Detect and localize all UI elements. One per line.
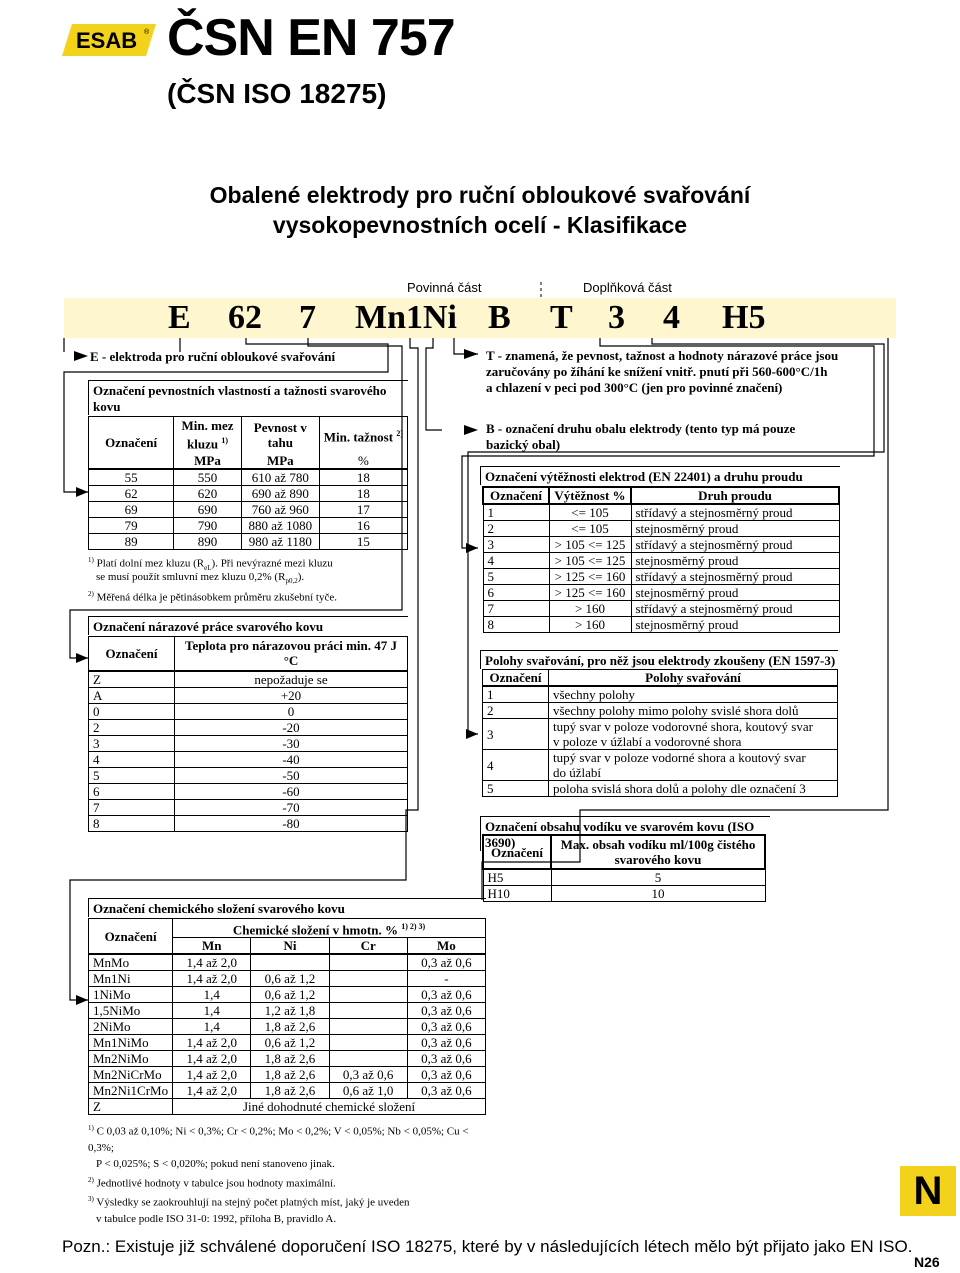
- t-note: [486, 348, 838, 396]
- table-row: [483, 686, 838, 703]
- col-oznaceni: Označení: [89, 919, 173, 955]
- chem-footnote-1: [88, 1120, 488, 1156]
- table-cell: 1,2 až 1,8: [251, 1003, 329, 1019]
- table-cell: 0,6 až 1,2: [251, 1035, 329, 1051]
- table-cell: [329, 1051, 407, 1067]
- strength-table: [88, 416, 408, 550]
- table-cell: 0,3 až 0,6: [407, 1003, 485, 1019]
- table-cell: 5: [483, 569, 549, 585]
- table-cell: střídavý a stejnosměrný proud: [631, 601, 839, 617]
- strength-heading-line2: kovu: [93, 399, 121, 414]
- table-cell: 2: [483, 521, 549, 537]
- code-part-coating: B: [488, 299, 511, 336]
- impact-table-header: [89, 637, 408, 671]
- table-cell: 0,3 až 0,6: [407, 1051, 485, 1067]
- table-cell: 1,4 až 2,0: [173, 1035, 251, 1051]
- section-letter-badge: N: [900, 1166, 956, 1216]
- table-cell: 1,8 až 2,6: [251, 1051, 329, 1067]
- table-cell: 8: [89, 815, 175, 831]
- table-cell: 760 až 960: [241, 501, 319, 517]
- footnote-text: ).: [297, 571, 305, 583]
- cell-line: všechny polohy mimo polohy svislé shora dolů: [553, 703, 799, 718]
- table-row: [89, 987, 486, 1003]
- footnote-mark: 2): [88, 590, 94, 598]
- table-cell: 5: [483, 781, 549, 797]
- table-row: [89, 533, 408, 549]
- table-row: [89, 751, 408, 767]
- table-cell: Z: [89, 671, 175, 688]
- col-elongation: [319, 417, 407, 453]
- hydrogen-heading: Označení obsahu vodíku ve svarovém kovu (ISO 3690): [480, 816, 770, 851]
- table-cell: H5: [483, 869, 551, 886]
- page-number: N26: [914, 1254, 940, 1270]
- table-row: [89, 735, 408, 751]
- table-cell: Mn1NiMo: [89, 1035, 173, 1051]
- col-yield-strength-sup: 1): [221, 436, 229, 446]
- impact-table: [88, 636, 408, 832]
- table-cell: 0,3 až 0,6: [407, 1083, 485, 1099]
- footnote-text: ). Při nevýrazné mezi kluzu: [211, 557, 333, 570]
- table-row: [89, 783, 408, 799]
- table-cell: [549, 719, 838, 750]
- table-cell: 0,3 až 0,6: [407, 987, 485, 1003]
- col-oznaceni: Označení: [89, 417, 174, 469]
- col-yield-strength-text: kluzu: [187, 436, 219, 452]
- code-part-strength: 62: [228, 299, 262, 336]
- table-row: [89, 1067, 486, 1083]
- col-yield-strength-line2: [178, 433, 237, 451]
- table-cell: -30: [175, 735, 408, 751]
- table-cell: [251, 954, 329, 971]
- unit-percent: %: [319, 453, 407, 469]
- col-tensile-strength: [241, 417, 319, 453]
- table-row: [89, 1083, 486, 1099]
- table-cell: 16: [319, 517, 407, 533]
- table-cell: 0,3 až 0,6: [407, 1035, 485, 1051]
- positions-heading: Polohy svařování, pro něž jsou elektrody zkoušeny (EN 1597-3): [480, 650, 838, 669]
- table-cell: 4: [483, 750, 549, 781]
- unit-mpa-1: MPa: [174, 453, 242, 469]
- col-max-hydrogen-line1: Max. obsah vodíku ml/100g čistého: [560, 837, 756, 852]
- table-cell: A: [89, 687, 175, 703]
- yield-table-header: [483, 487, 839, 504]
- col-group-sup: 1) 2) 3): [401, 922, 426, 931]
- code-part-chemistry: Mn1Ni: [355, 299, 457, 336]
- esab-logo: [62, 20, 158, 60]
- table-cell: > 105 <= 125: [549, 553, 631, 569]
- table-cell: MnMo: [89, 954, 173, 971]
- table-row: [483, 869, 765, 886]
- impact-heading: Označení nárazové práce svarového kovu: [88, 616, 408, 635]
- table-cell: 89: [89, 533, 174, 549]
- chem-footnote-3: [88, 1191, 488, 1211]
- table-cell: 1: [483, 504, 549, 521]
- positions-table: [482, 669, 838, 797]
- footnote-mark: 1): [88, 1124, 94, 1132]
- cell-line: tupý svar v poloze vodorovné shora, koutový svar: [553, 719, 813, 734]
- positions-table-body: [483, 686, 838, 797]
- col-oznaceni: Označení: [483, 487, 549, 504]
- code-part-position: 4: [663, 299, 680, 336]
- table-cell: 17: [319, 501, 407, 517]
- footnote-mark: 2): [88, 1175, 94, 1184]
- table-cell: nepožaduje se: [175, 671, 408, 688]
- table-cell: [329, 954, 407, 971]
- cell-line: v poloze v úžlabí a vodorovné shora: [553, 734, 742, 749]
- table-cell: H10: [483, 886, 551, 902]
- table-cell: 0,6 až 1,0: [329, 1083, 407, 1099]
- code-part-e: E: [168, 299, 191, 336]
- page-subtitle: (ČSN ISO 18275): [167, 78, 387, 109]
- chem-footnote-3b: v tabulce podle ISO 31-0: 1992, příloha B, pravidlo A.: [96, 1212, 337, 1225]
- strength-heading: [88, 380, 408, 415]
- table-row: [89, 799, 408, 815]
- table-cell: 5: [551, 869, 765, 886]
- table-cell: 1,4 až 2,0: [173, 954, 251, 971]
- table-cell: střídavý a stejnosměrný proud: [631, 569, 839, 585]
- hydrogen-table-body: [483, 869, 765, 902]
- hydrogen-table-header: [483, 835, 765, 869]
- table-cell: 8: [483, 617, 549, 633]
- strength-table-body: [89, 469, 408, 550]
- table-cell: střídavý a stejnosměrný proud: [631, 504, 839, 521]
- table-cell: 620: [174, 485, 242, 501]
- table-cell: 1,4: [173, 1019, 251, 1035]
- table-cell: 10: [551, 886, 765, 902]
- table-cell: 880 až 1080: [241, 517, 319, 533]
- table-cell: 5: [89, 767, 175, 783]
- table-cell: 0,3 až 0,6: [407, 1019, 485, 1035]
- table-cell: 610 až 780: [241, 469, 319, 486]
- table-cell: 1,8 až 2,6: [251, 1067, 329, 1083]
- table-row: [89, 517, 408, 533]
- col-oznaceni: Označení: [483, 835, 551, 869]
- table-cell: 0: [175, 703, 408, 719]
- table-row: [89, 469, 408, 486]
- col-yield-strength-line1: Min. mez: [181, 418, 234, 434]
- table-cell: 3: [89, 735, 175, 751]
- table-cell: <= 105: [549, 521, 631, 537]
- table-cell: 6: [483, 585, 549, 601]
- table-cell: 69: [89, 501, 174, 517]
- table-cell: stejnosměrný proud: [631, 617, 839, 633]
- table-cell: 0,3 až 0,6: [329, 1067, 407, 1083]
- table-cell: 790: [174, 517, 242, 533]
- chem-footnotes: [88, 1120, 488, 1227]
- table-cell: 1,4: [173, 987, 251, 1003]
- table-cell: -70: [175, 799, 408, 815]
- table-cell: [549, 781, 838, 797]
- table-cell: 2NiMo: [89, 1019, 173, 1035]
- yield-table: [482, 486, 840, 633]
- table-cell: > 160: [549, 601, 631, 617]
- table-row: [483, 537, 839, 553]
- table-cell: -50: [175, 767, 408, 783]
- table-cell: 0,3 až 0,6: [407, 1067, 485, 1083]
- table-cell: > 125 <= 160: [549, 585, 631, 601]
- document-title-line1: Obalené elektrody pro ruční obloukové svařování: [209, 182, 751, 208]
- document-title-line2: vysokopevnostních ocelí - Klasifikace: [272, 212, 688, 238]
- table-cell: 0: [89, 703, 175, 719]
- col-tensile-line1: Pevnost v: [253, 419, 307, 435]
- cell: Jiné dohodnuté chemické složení: [173, 1099, 486, 1115]
- chem-table: [88, 918, 486, 1115]
- table-cell: 0,6 až 1,2: [251, 987, 329, 1003]
- table-row: [89, 671, 408, 688]
- cell-line: poloha svislá shora dolů a polohy dle označení 3: [553, 781, 806, 796]
- table-cell: 18: [319, 485, 407, 501]
- optional-part-label: Doplňková část: [583, 280, 672, 295]
- table-cell: 3: [483, 719, 549, 750]
- table-row: [483, 569, 839, 585]
- table-cell: 1,8 až 2,6: [251, 1019, 329, 1035]
- table-cell: 7: [89, 799, 175, 815]
- col-current: Druh proudu: [631, 487, 839, 504]
- chem-table-body: [89, 954, 486, 1099]
- yield-table-body: [483, 504, 839, 633]
- cell: Z: [89, 1099, 173, 1115]
- col-cr: Cr: [329, 938, 407, 955]
- table-cell: 690 až 890: [241, 485, 319, 501]
- col-oznaceni: Označení: [89, 637, 175, 671]
- table-row: [483, 781, 838, 797]
- unit-mpa-2: MPa: [241, 453, 319, 469]
- table-row: [89, 1003, 486, 1019]
- table-cell: > 160: [549, 617, 631, 633]
- footnote-mark: 1): [88, 556, 94, 564]
- yield-heading: Označení výtěžnosti elektrod (EN 22401) a druhu proudu: [480, 466, 840, 485]
- table-cell: -: [407, 971, 485, 987]
- table-cell: <= 105: [549, 504, 631, 521]
- table-cell: 890: [174, 533, 242, 549]
- positions-table-header: [483, 670, 838, 687]
- table-row: [89, 971, 486, 987]
- t-note-line3: a chlazení v peci pod 300°C (jen pro povinné značení): [486, 380, 783, 395]
- table-cell: 1,4 až 2,0: [173, 971, 251, 987]
- col-yield: Výtěžnost %: [549, 487, 631, 504]
- table-row: [89, 501, 408, 517]
- code-part-treatment: T: [550, 299, 573, 336]
- col-positions: Polohy svařování: [549, 670, 838, 687]
- table-cell: [329, 1035, 407, 1051]
- table-row: [89, 815, 408, 831]
- impact-table-body: [89, 671, 408, 832]
- electrode-note: E - elektroda pro ruční obloukové svařování: [90, 349, 336, 364]
- table-cell: 6: [89, 783, 175, 799]
- table-row: [89, 485, 408, 501]
- table-cell: [329, 971, 407, 987]
- table-row: [89, 767, 408, 783]
- table-row: [89, 1051, 486, 1067]
- b-note: [486, 421, 795, 453]
- col-max-hydrogen-line2: svarového kovu: [614, 852, 702, 867]
- table-cell: Mn1Ni: [89, 971, 173, 987]
- table-cell: 18: [319, 469, 407, 486]
- t-note-line2: zaručovány po žíhání ke snížení vnitř. pnutí při 560-600°C/1h: [486, 364, 828, 379]
- col-mo: Mo: [407, 938, 485, 955]
- b-note-line2: bazický obal): [486, 437, 561, 452]
- footnote-text: Měřená délka je pětinásobkem průměru zkušební tyče.: [96, 591, 337, 604]
- table-row: [483, 617, 839, 633]
- table-cell: 55: [89, 469, 174, 486]
- table-cell: 1,4: [173, 1003, 251, 1019]
- col-oznaceni: Označení: [483, 670, 549, 687]
- table-row: [89, 1019, 486, 1035]
- table-cell: 1,5NiMo: [89, 1003, 173, 1019]
- table-cell: -80: [175, 815, 408, 831]
- col-temperature-line2: °C: [283, 653, 299, 669]
- table-cell: 15: [319, 533, 407, 549]
- footnote-mark: 3): [88, 1195, 94, 1204]
- table-cell: 3: [483, 537, 549, 553]
- table-cell: Mn2Ni1CrMo: [89, 1083, 173, 1099]
- table-cell: 62: [89, 485, 174, 501]
- table-cell: 2: [483, 703, 549, 719]
- table-row: [89, 687, 408, 703]
- table-cell: Mn2NiMo: [89, 1051, 173, 1067]
- cell-line: všechny polohy: [553, 687, 635, 702]
- footnote-text: Výsledky se zaokrouhlují na stejný počet platných míst, jaký je uveden: [96, 1196, 410, 1209]
- strength-heading-line1: Označení pevnostních vlastností a tažnosti svarového: [93, 383, 387, 398]
- table-row: [89, 703, 408, 719]
- code-part-impact: 7: [299, 299, 316, 336]
- table-cell: 1,8 až 2,6: [251, 1083, 329, 1099]
- chem-table-header: [89, 919, 486, 938]
- table-cell: střídavý a stejnosměrný proud: [631, 537, 839, 553]
- table-cell: 79: [89, 517, 174, 533]
- table-row: [483, 553, 839, 569]
- t-note-line1: T - znamená, že pevnost, tažnost a hodnoty nárazové práce jsou: [486, 348, 839, 363]
- table-cell: > 105 <= 125: [549, 537, 631, 553]
- table-cell: +20: [175, 687, 408, 703]
- col-temperature-line1: Teplota pro nárazovou práci min. 47 J: [185, 638, 397, 654]
- table-cell: stejnosměrný proud: [631, 585, 839, 601]
- table-row: [483, 504, 839, 521]
- hydrogen-table: [482, 834, 766, 902]
- b-note-line1: B - označení druhu obalu elektrody (tento typ má pouze: [486, 421, 796, 436]
- table-cell: 7: [483, 601, 549, 617]
- table-cell: 1NiMo: [89, 987, 173, 1003]
- cell-line: tupý svar v poloze vodorné shora a koutový svar: [553, 750, 806, 765]
- footnote-text: se musí použít smluvní mez kluzu 0,2% (R: [96, 571, 286, 583]
- col-mn: Mn: [173, 938, 251, 955]
- cell-line: do úžlabí: [553, 765, 602, 780]
- document-title: [0, 180, 960, 240]
- chem-heading: Označení chemického složení svarového kovu: [88, 898, 486, 917]
- table-cell: > 125 <= 160: [549, 569, 631, 585]
- table-cell: [329, 1019, 407, 1035]
- col-tensile-line2: tahu: [267, 434, 293, 450]
- table-cell: 1,4 až 2,0: [173, 1051, 251, 1067]
- table-cell: -20: [175, 719, 408, 735]
- strength-footnote-2: [88, 586, 337, 606]
- code-part-hydrogen: H5: [722, 299, 766, 336]
- table-row: [483, 585, 839, 601]
- table-cell: Mn2NiCrMo: [89, 1067, 173, 1083]
- col-max-hydrogen: [551, 835, 765, 869]
- footnote-text: Jednotlivé hodnoty v tabulce jsou hodnoty maximální.: [96, 1177, 336, 1190]
- footnote-text: C 0,03 až 0,10%; Ni < 0,3%; Cr < 0,2%; Mo < 0,2%; V < 0,05%; Nb < 0,05%; Cu < 0,3%;: [88, 1125, 469, 1154]
- table-cell: 0,3 až 0,6: [407, 954, 485, 971]
- table-cell: 1,4 až 2,0: [173, 1067, 251, 1083]
- table-cell: 550: [174, 469, 242, 486]
- table-cell: [329, 987, 407, 1003]
- table-row: [483, 750, 838, 781]
- table-row: [483, 886, 765, 902]
- table-cell: [329, 1003, 407, 1019]
- table-cell: 4: [89, 751, 175, 767]
- col-yield-strength: [174, 417, 242, 453]
- footer-note: Pozn.: Existuje již schválené doporučení ISO 18275, které by v následujících létech mělo být přijato jako EN ISO.: [62, 1237, 913, 1256]
- chem-footnote-1b: P < 0,025%; S < 0,020%; pokud není stanoveno jinak.: [96, 1157, 335, 1170]
- table-cell: stejnosměrný proud: [631, 553, 839, 569]
- table-cell: [549, 750, 838, 781]
- table-cell: 2: [89, 719, 175, 735]
- table-cell: 980 až 1180: [241, 533, 319, 549]
- page-title: ČSN EN 757: [167, 9, 455, 67]
- table-row: [483, 703, 838, 719]
- table-row: [483, 521, 839, 537]
- table-row: [483, 601, 839, 617]
- footnote-sub: p0,2: [285, 577, 298, 586]
- col-group-chemistry: [173, 919, 486, 938]
- table-row: [89, 954, 486, 971]
- svg-text:®: ®: [144, 29, 150, 36]
- table-cell: -40: [175, 751, 408, 767]
- chem-footnote-2: [88, 1172, 488, 1192]
- footnote-sub: eL: [204, 563, 212, 572]
- code-part-yield: 3: [608, 299, 625, 336]
- col-temperature: [175, 637, 408, 671]
- table-cell: [549, 703, 838, 719]
- chem-row-z: [89, 1099, 486, 1115]
- table-cell: 0,6 až 1,2: [251, 971, 329, 987]
- col-ni: Ni: [251, 938, 329, 955]
- table-row: [89, 1035, 486, 1051]
- table-cell: 4: [483, 553, 549, 569]
- table-cell: 1,4 až 2,0: [173, 1083, 251, 1099]
- footnote-text: Platí dolní mez kluzu (R: [96, 557, 205, 570]
- col-group-text: Chemické složení v hmotn. %: [232, 922, 398, 938]
- svg-text:ESAB: ESAB: [76, 28, 138, 53]
- col-elongation-text: Min. tažnost: [323, 428, 394, 444]
- table-cell: [549, 686, 838, 703]
- strength-table-header: [89, 417, 408, 453]
- mandatory-part-label: Povinná část: [407, 280, 482, 295]
- table-row: [89, 719, 408, 735]
- table-cell: -60: [175, 783, 408, 799]
- table-row: [483, 719, 838, 750]
- table-cell: 1: [483, 686, 549, 703]
- table-cell: 690: [174, 501, 242, 517]
- table-cell: stejnosměrný proud: [631, 521, 839, 537]
- col-elongation-sup: 2): [396, 428, 403, 438]
